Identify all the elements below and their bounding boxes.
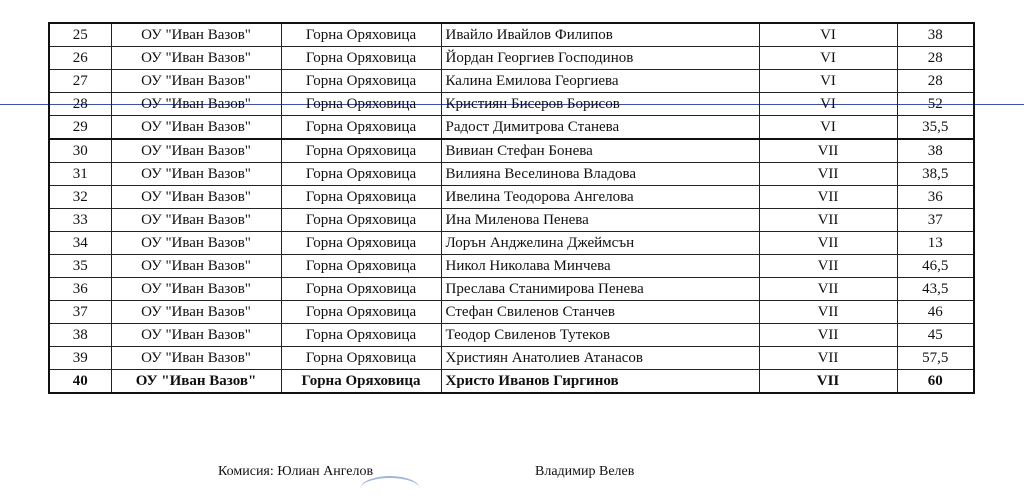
- school-name: ОУ "Иван Вазов": [111, 116, 281, 140]
- school-name: ОУ "Иван Вазов": [111, 278, 281, 301]
- town-name: Горна Оряховица: [281, 278, 441, 301]
- grade-level: VI: [759, 47, 897, 70]
- score-value: 28: [897, 47, 974, 70]
- student-name: Вилияна Веселинова Владова: [441, 163, 759, 186]
- table-row: [49, 278, 974, 301]
- grade-level: VII: [759, 301, 897, 324]
- school-name: ОУ "Иван Вазов": [111, 232, 281, 255]
- score-value: 45: [897, 324, 974, 347]
- town-name: Горна Оряховица: [281, 232, 441, 255]
- town-name: Горна Оряховица: [281, 47, 441, 70]
- student-name: Теодор Свиленов Тутеков: [441, 324, 759, 347]
- student-name: Йордан Георгиев Господинов: [441, 47, 759, 70]
- student-name: Вивиан Стефан Бонева: [441, 139, 759, 163]
- town-name: Горна Оряховица: [281, 209, 441, 232]
- score-value: 37: [897, 209, 974, 232]
- table-row: [49, 255, 974, 278]
- school-name: ОУ "Иван Вазов": [111, 186, 281, 209]
- row-number: 32: [49, 186, 111, 209]
- town-name: Горна Оряховица: [281, 70, 441, 93]
- score-value: 13: [897, 232, 974, 255]
- row-number: 29: [49, 116, 111, 140]
- school-name: ОУ "Иван Вазов": [111, 47, 281, 70]
- table-row: [49, 186, 974, 209]
- table-row: [49, 163, 974, 186]
- grade-level: VII: [759, 209, 897, 232]
- row-number: 31: [49, 163, 111, 186]
- score-value: 46,5: [897, 255, 974, 278]
- grade-level: VI: [759, 23, 897, 47]
- row-number: 39: [49, 347, 111, 370]
- results-table: [48, 22, 975, 394]
- row-number: 34: [49, 232, 111, 255]
- table-row: [49, 301, 974, 324]
- town-name: Горна Оряховица: [281, 301, 441, 324]
- table-row: [49, 370, 974, 394]
- row-number: 30: [49, 139, 111, 163]
- grade-level: VII: [759, 139, 897, 163]
- town-name: Горна Оряховица: [281, 163, 441, 186]
- student-name: Ивелина Теодорова Ангелова: [441, 186, 759, 209]
- school-name: ОУ "Иван Вазов": [111, 301, 281, 324]
- town-name: Горна Оряховица: [281, 186, 441, 209]
- grade-level: VII: [759, 278, 897, 301]
- table-row: [49, 232, 974, 255]
- school-name: ОУ "Иван Вазов": [111, 93, 281, 116]
- student-name: Кристиян Бисеров Борисов: [441, 93, 759, 116]
- score-value: 36: [897, 186, 974, 209]
- school-name: ОУ "Иван Вазов": [111, 163, 281, 186]
- row-number: 37: [49, 301, 111, 324]
- row-number: 27: [49, 70, 111, 93]
- table-row: [49, 209, 974, 232]
- student-name: Ина Миленова Пенева: [441, 209, 759, 232]
- score-value: 57,5: [897, 347, 974, 370]
- school-name: ОУ "Иван Вазов": [111, 139, 281, 163]
- second-signature: Владимир Велев: [535, 464, 635, 479]
- table-row: [49, 23, 974, 47]
- score-value: 38: [897, 139, 974, 163]
- commission-signature: Комисия: Юлиан Ангелов: [218, 464, 374, 479]
- grade-level: VII: [759, 370, 897, 394]
- score-value: 46: [897, 301, 974, 324]
- town-name: Горна Оряховица: [281, 23, 441, 47]
- score-value: 43,5: [897, 278, 974, 301]
- table-row: [49, 70, 974, 93]
- school-name: ОУ "Иван Вазов": [111, 70, 281, 93]
- student-name: Стефан Свиленов Станчев: [441, 301, 759, 324]
- grade-level: VI: [759, 116, 897, 140]
- row-number: 26: [49, 47, 111, 70]
- score-value: 38: [897, 23, 974, 47]
- row-number: 38: [49, 324, 111, 347]
- student-name: Калина Емилова Георгиева: [441, 70, 759, 93]
- score-value: 60: [897, 370, 974, 394]
- table-row: [49, 116, 974, 140]
- school-name: ОУ "Иван Вазов": [111, 23, 281, 47]
- results-table-body: [49, 23, 974, 393]
- grade-level: VI: [759, 70, 897, 93]
- row-number: 40: [49, 370, 111, 394]
- row-number: 35: [49, 255, 111, 278]
- score-value: 28: [897, 70, 974, 93]
- town-name: Горна Оряховица: [281, 139, 441, 163]
- town-name: Горна Оряховица: [281, 116, 441, 140]
- table-row: [49, 347, 974, 370]
- grade-level: VII: [759, 163, 897, 186]
- school-name: ОУ "Иван Вазов": [111, 347, 281, 370]
- town-name: Горна Оряховица: [281, 347, 441, 370]
- grade-level: VI: [759, 93, 897, 116]
- score-value: 52: [897, 93, 974, 116]
- town-name: Горна Оряховица: [281, 370, 441, 394]
- school-name: ОУ "Иван Вазов": [111, 255, 281, 278]
- grade-level: VII: [759, 255, 897, 278]
- town-name: Горна Оряховица: [281, 93, 441, 116]
- student-name: Преслава Станимирова Пенева: [441, 278, 759, 301]
- table-row: [49, 324, 974, 347]
- student-name: Лорън Анджелина Джеймсън: [441, 232, 759, 255]
- score-value: 38,5: [897, 163, 974, 186]
- grade-level: VII: [759, 186, 897, 209]
- stamp-mark: [360, 476, 420, 502]
- row-number: 36: [49, 278, 111, 301]
- school-name: ОУ "Иван Вазов": [111, 209, 281, 232]
- row-number: 33: [49, 209, 111, 232]
- town-name: Горна Оряховица: [281, 324, 441, 347]
- student-name: Радост Димитрова Станева: [441, 116, 759, 140]
- school-name: ОУ "Иван Вазов": [111, 370, 281, 394]
- table-row: [49, 47, 974, 70]
- student-name: Християн Анатолиев Атанасов: [441, 347, 759, 370]
- student-name: Никол Николава Минчева: [441, 255, 759, 278]
- table-row: [49, 93, 974, 116]
- student-name: Ивайло Ивайлов Филипов: [441, 23, 759, 47]
- town-name: Горна Оряховица: [281, 255, 441, 278]
- student-name: Христо Иванов Гиргинов: [441, 370, 759, 394]
- grade-level: VII: [759, 347, 897, 370]
- grade-level: VII: [759, 324, 897, 347]
- grade-level: VII: [759, 232, 897, 255]
- row-number: 25: [49, 23, 111, 47]
- score-value: 35,5: [897, 116, 974, 140]
- table-row: [49, 139, 974, 163]
- row-number: 28: [49, 93, 111, 116]
- school-name: ОУ "Иван Вазов": [111, 324, 281, 347]
